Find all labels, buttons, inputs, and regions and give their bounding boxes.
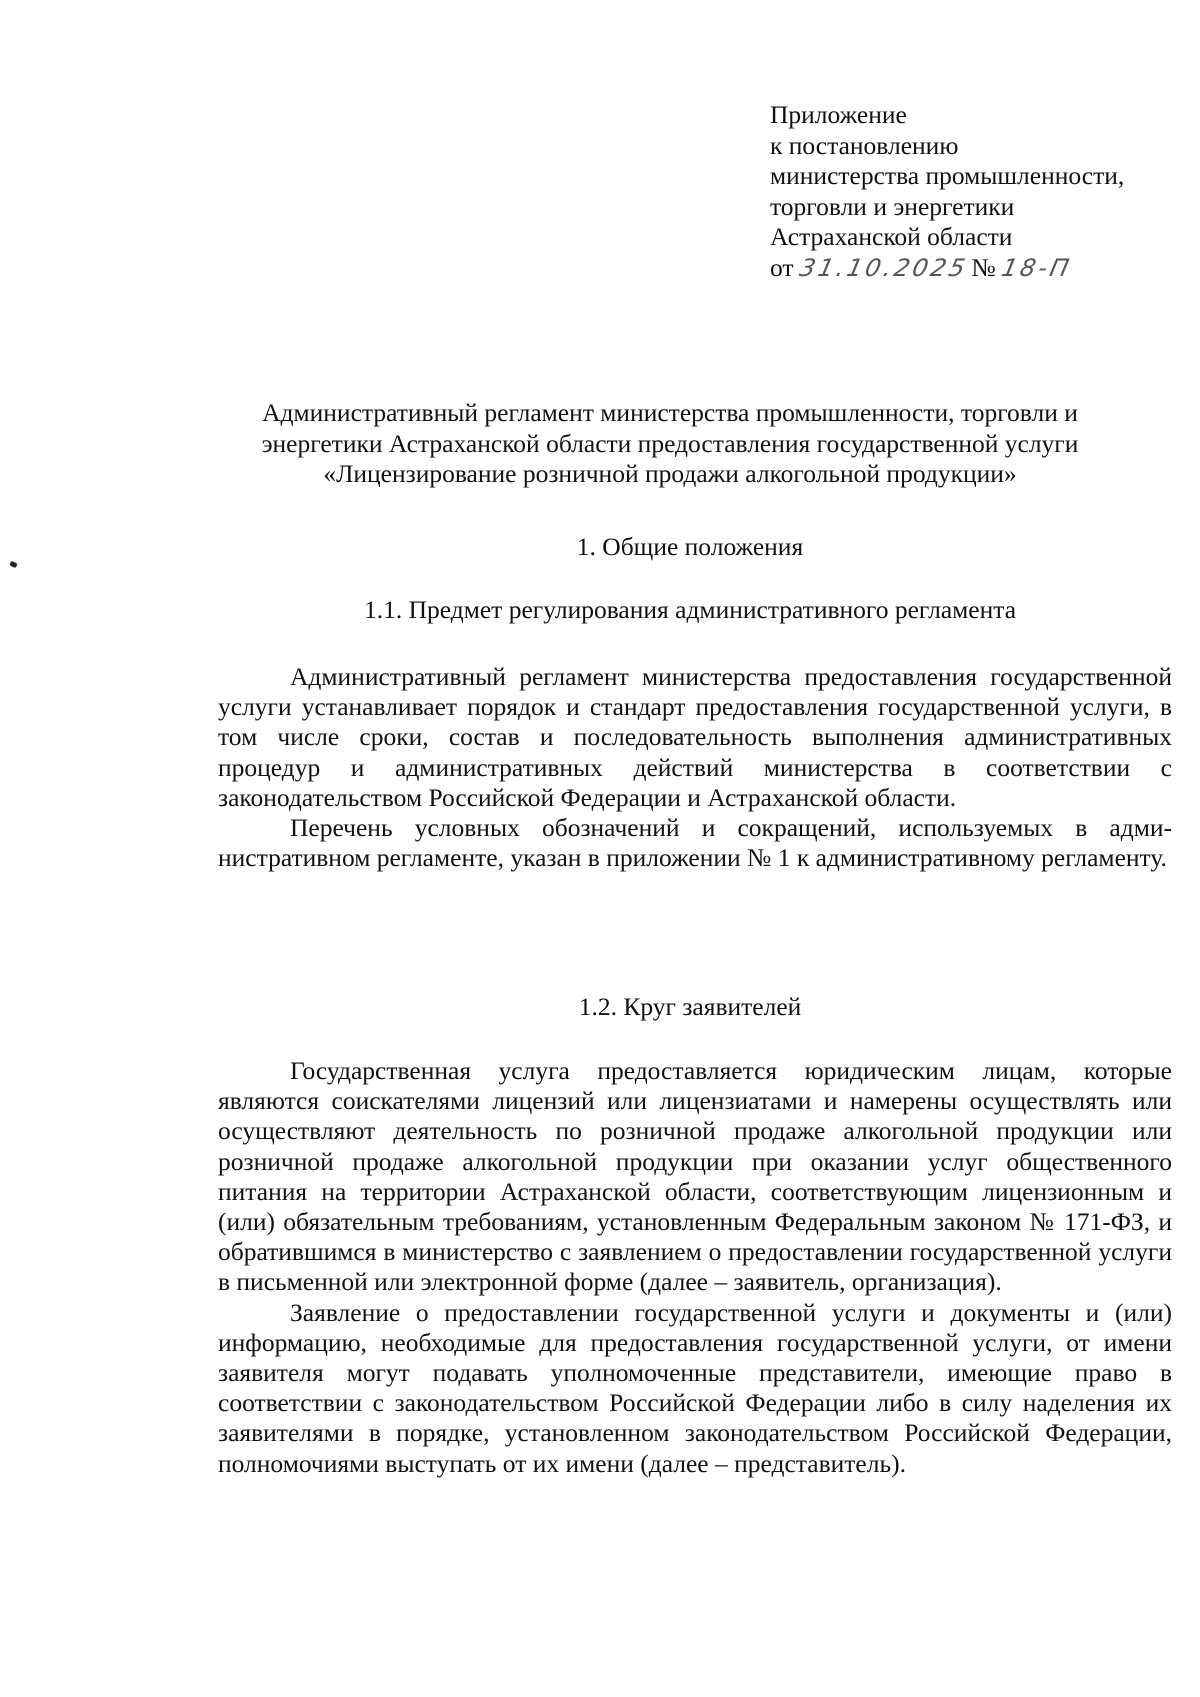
paragraph: Заявление о предоставлении государственной услуги и документы и (или) информацию, необходимые для предоставления государственной услуги, от имени заявителя могут подавать уполномоченные представители, имеющие право в соответствии с законодательством Российской Федерации либо в силу наделения их заявителями в порядке, установленном законодательством Российской Федерации, полномочиями выступать от их имени (далее – представитель).	[218, 1297, 1172, 1478]
date-prefix: от	[770, 252, 794, 282]
paragraph: Перечень условных обозначений и сокращений, используемых в административном регламенте, указан в приложении № 1 к административному регламенту.	[218, 813, 1172, 873]
title-line: Административный регламент министерства промышленности, торговли и	[262, 398, 1078, 427]
title-line: энергетики Астраханской области предоставления государственной услуги	[261, 428, 1079, 458]
appendix-date-line	[770, 253, 1180, 284]
section-heading-general: 1. Общие положения	[576, 532, 804, 561]
scan-margin-mark	[9, 561, 17, 568]
appendix-line: министерства промышленности,	[770, 161, 1125, 190]
handwritten-number: 18-П	[998, 253, 1074, 282]
appendix-line: торговли и энергетики	[770, 191, 1015, 221]
title-line: «Лицензирование розничной продажи алкогольной продукции»	[323, 459, 1017, 488]
subsection-1-1-body	[218, 662, 1172, 873]
subsection-1-2-body	[218, 1056, 1172, 1479]
appendix-line: к постановлению	[770, 130, 959, 160]
paragraph: Административный регламент министерства предоставления государственной услуги устанавливает порядок и стандарт предоставления государственной услуги, в том числе сроки, состав и последовательность выполнения административных процедур и административных действий министерства в соответствии с законодательством Российской Федерации и Астраханской области.	[218, 662, 1172, 812]
subsection-heading-applicants: 1.2. Круг заявителей	[578, 992, 802, 1021]
handwritten-date: 31.10.2025	[797, 253, 971, 282]
document-title	[205, 398, 1135, 490]
subsection-heading-subject: 1.1. Предмет регулирования административного регламента	[363, 595, 1017, 624]
appendix-line: Астраханской области	[770, 222, 1013, 251]
appendix-line: Приложение	[770, 100, 907, 129]
appendix-header	[770, 100, 1180, 283]
number-sign: №	[971, 252, 996, 282]
paragraph: Государственная услуга предоставляется юридическим лицам, которые являются соискателями лицензий или лицензиатами и намерены осуществлять или осуществляют деятельность по розничной продаже алкогольной продукции или розничной продаже алкогольной продукции при оказании услуг общественного питания на территории Астраханской области, соответствующим лицензионным и (или) обязательным требованиям, установленным Федеральным законом № 171-ФЗ, и обратившимся в министерство с заявлением о предоставлении государственной услуги в письменной или электронной форме (далее – заявитель, организация).	[218, 1056, 1172, 1297]
